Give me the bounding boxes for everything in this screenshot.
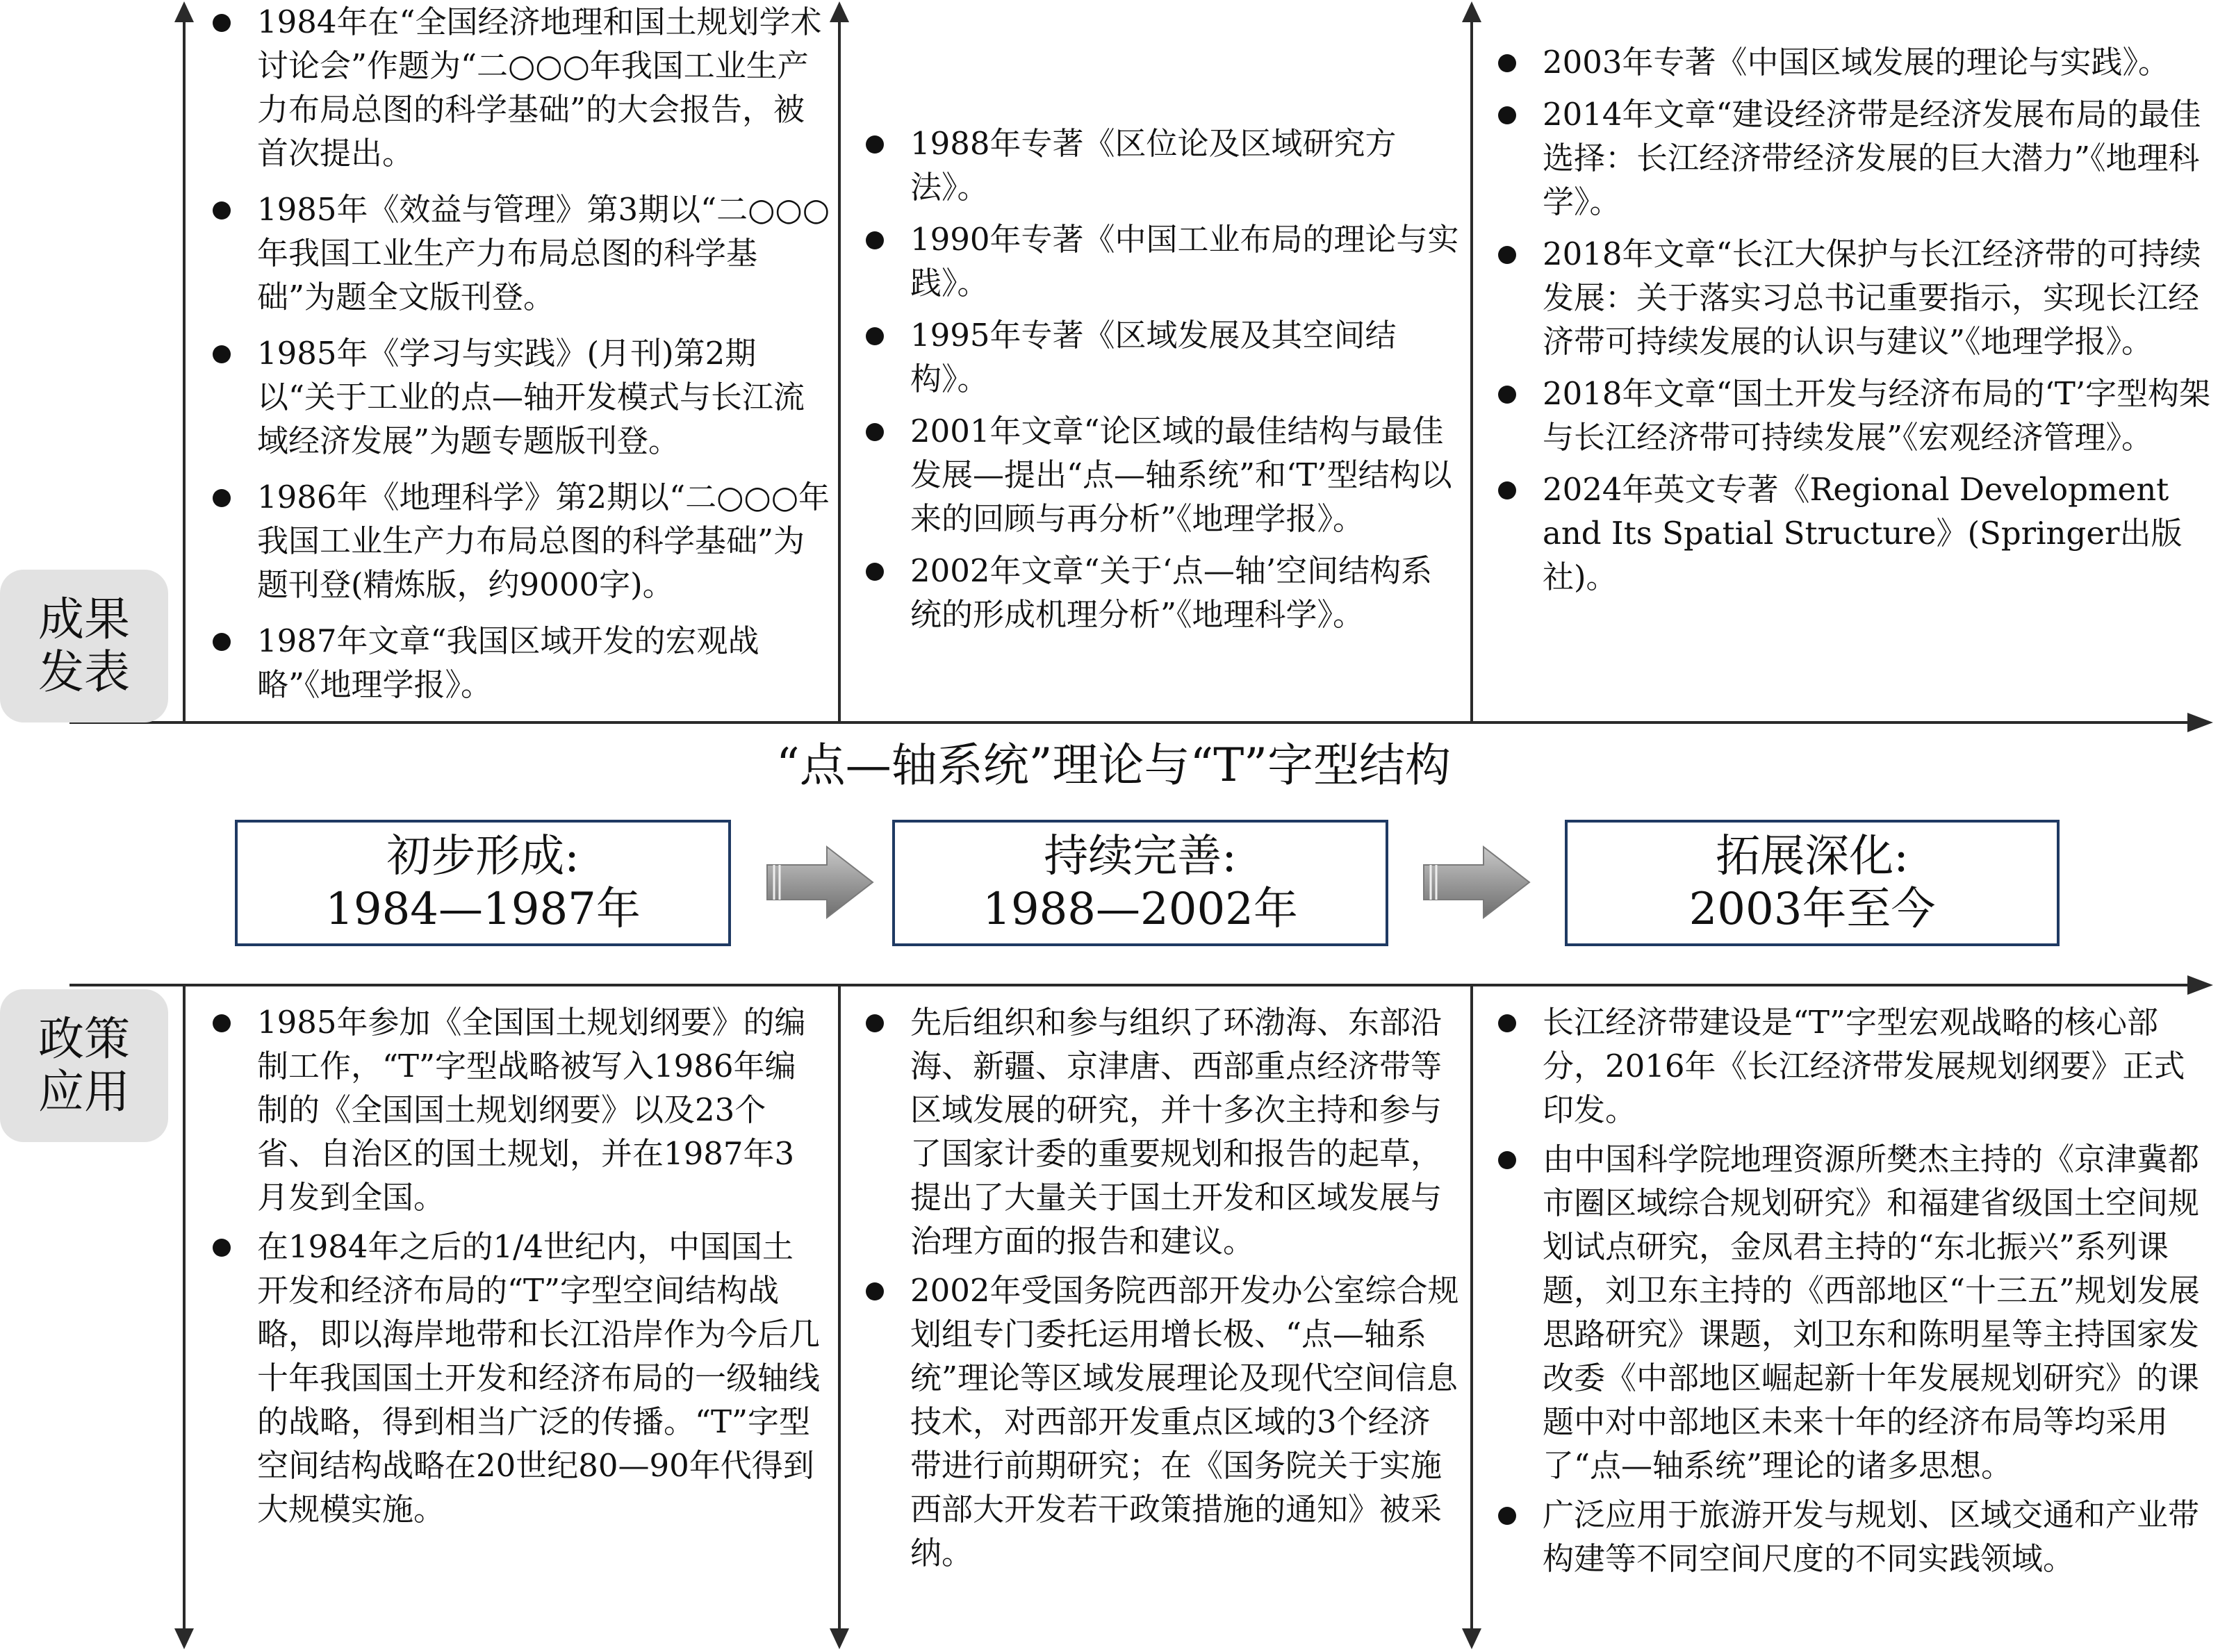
right-arrow-icon bbox=[764, 844, 876, 920]
bullet-icon bbox=[866, 563, 884, 581]
bullet-icon bbox=[866, 135, 884, 154]
bullet-icon bbox=[1498, 54, 1516, 72]
publications-row-label bbox=[0, 570, 168, 722]
bullet-icon bbox=[213, 633, 231, 651]
bullet-icon bbox=[1498, 106, 1516, 124]
list-item: 2001年文章“论区域的最佳结构与最佳发展—提出“点—轴系统”和‘T’型结构以来的回顾与再分析”《地理学报》。 bbox=[862, 409, 1459, 540]
bullet-icon bbox=[866, 231, 884, 249]
list-item: 2002年受国务院西部开发办公室综合规划组专门委托运用增长极、“点—轴系统”理论等区域发展理论及现代空间信息技术，对西部开发重点区域的3个经济带进行前期研究；在《国务院关于实施西部大开发若干政策措施的通知》被采纳。 bbox=[862, 1269, 1459, 1575]
list-item: 1984年在“全国经济地理和国土规划学术讨论会”作题为“二○○○年我国工业生产力布局总图的科学基础”的大会报告，被首次提出。 bbox=[208, 0, 834, 175]
list-item: 长江经济带建设是“T”字型宏观战略的核心部分，2016年《长江经济带发展规划纲要》正式印发。 bbox=[1494, 1000, 2213, 1132]
publications-column-1 bbox=[208, 0, 834, 707]
bullet-icon bbox=[1498, 481, 1516, 499]
bullet-icon bbox=[1498, 1507, 1516, 1525]
stage-name: 持续完善: bbox=[1044, 831, 1237, 882]
stage-box-deepening bbox=[1565, 820, 2060, 946]
list-item: 由中国科学院地理资源所樊杰主持的《京津冀都市圈区域综合规划研究》和福建省级国土空间规划试点研究，金凤君主持的“东北振兴”系列课题，刘卫东主持的《西部地区“十三五”规划发展思路研究》课题，刘卫东和陈明星等主持国家发改委《中部地区崛起新十年发展规划研究》的课题中对中部地区未来十年的经济布局等均采用了“点—轴系统”理论的诸多思想。 bbox=[1494, 1137, 2213, 1487]
policy-column-2 bbox=[862, 1000, 1459, 1575]
stage-name: 初步形成: bbox=[386, 831, 580, 882]
stage-period: 1988—2002年 bbox=[983, 884, 1298, 935]
bullet-icon bbox=[866, 327, 884, 345]
list-item: 1985年《学习与实践》(月刊)第2期以“关于工业的点—轴开发模式与长江流域经济发展”为题专题版刊登。 bbox=[208, 331, 834, 463]
list-item: 2018年文章“长江大保护与长江经济带的可持续发展：关于落实习总书记重要指示，实现长江经济带可持续发展的认识与建议”《地理学报》。 bbox=[1494, 232, 2213, 363]
list-item: 广泛应用于旅游开发与规划、区域交通和产业带构建等不同空间尺度的不同实践领域。 bbox=[1494, 1493, 2213, 1580]
bullet-icon bbox=[213, 1239, 231, 1257]
bullet-icon bbox=[866, 1282, 884, 1300]
bullet-icon bbox=[1498, 1014, 1516, 1032]
list-item: 2014年文章“建设经济带是经济发展布局的最佳选择：长江经济带经济发展的巨大潜力”《地理科学》。 bbox=[1494, 92, 2213, 224]
list-item: 先后组织和参与组织了环渤海、东部沿海、新疆、京津唐、西部重点经济带等区域发展的研究，并十多次主持和参与了国家计委的重要规划和报告的起草，提出了大量关于国土开发和区域发展与治理方面的报告和建议。 bbox=[862, 1000, 1459, 1263]
bullet-icon bbox=[866, 423, 884, 441]
list-item: 1995年专著《区域发展及其空间结构》。 bbox=[862, 313, 1459, 401]
publications-label-line2: 发表 bbox=[38, 645, 130, 699]
stage-name: 拓展深化: bbox=[1716, 831, 1909, 882]
stage-period: 1984—1987年 bbox=[325, 884, 641, 935]
bullet-icon bbox=[213, 1014, 231, 1032]
policy-column-3 bbox=[1494, 1000, 2213, 1580]
list-item: 1985年《效益与管理》第3期以“二○○○年我国工业生产力布局总图的科学基础”为题全文版刊登。 bbox=[208, 188, 834, 319]
bullet-icon bbox=[1498, 386, 1516, 404]
stage-box-improving bbox=[892, 820, 1388, 946]
policy-row-label bbox=[0, 989, 168, 1142]
policy-label-line2: 应用 bbox=[38, 1065, 130, 1118]
publications-column-2 bbox=[862, 122, 1459, 636]
upper-divider-1-arrowhead bbox=[174, 1, 194, 22]
list-item: 1987年文章“我国区域开发的宏观战略”《地理学报》。 bbox=[208, 619, 834, 707]
lower-divider-2-arrowhead bbox=[830, 1628, 849, 1649]
list-item: 2018年文章“国土开发与经济布局的‘T’字型构架与长江经济带可持续发展”《宏观经济管理》。 bbox=[1494, 372, 2213, 459]
upper-divider-3-arrowhead bbox=[1462, 1, 1481, 22]
list-item: 1990年专著《中国工业布局的理论与实践》。 bbox=[862, 217, 1459, 305]
policy-label-line1: 政策 bbox=[38, 1012, 130, 1066]
list-item: 2024年英文专著《Regional Development and Its Spatial Structure》(Springer出版社)。 bbox=[1494, 468, 2213, 599]
list-item: 2003年专著《中国区域发展的理论与实践》。 bbox=[1494, 40, 2213, 84]
bullet-icon bbox=[1498, 246, 1516, 264]
bullet-icon bbox=[213, 489, 231, 507]
stage-period: 2003年至今 bbox=[1688, 884, 1936, 935]
bottom-axis-arrowhead bbox=[2187, 975, 2213, 995]
stage-box-initial bbox=[235, 820, 731, 946]
right-arrow-icon bbox=[1421, 844, 1532, 920]
list-item: 1986年《地理科学》第2期以“二○○○年我国工业生产力布局总图的科学基础”为题刊登(精炼版，约9000字)。 bbox=[208, 475, 834, 606]
top-axis-arrowhead bbox=[2187, 713, 2213, 732]
bullet-icon bbox=[866, 1014, 884, 1032]
policy-column-1 bbox=[208, 1000, 820, 1531]
bullet-icon bbox=[213, 14, 231, 32]
list-item: 1985年参加《全国国土规划纲要》的编制工作，“T”字型战略被写入1986年编制的《全国国土规划纲要》以及23个省、自治区的国土规划，并在1987年3月发到全国。 bbox=[208, 1000, 820, 1219]
diagram-title: “点—轴系统”理论与“T”字型结构 bbox=[776, 738, 1451, 792]
lower-divider-1-arrowhead bbox=[174, 1628, 194, 1649]
bullet-icon bbox=[1498, 1151, 1516, 1169]
list-item: 2002年文章“关于‘点—轴’空间结构系统的形成机理分析”《地理科学》。 bbox=[862, 549, 1459, 636]
bullet-icon bbox=[213, 201, 231, 220]
bullet-icon bbox=[213, 345, 231, 363]
list-item: 在1984年之后的1/4世纪内，中国国土开发和经济布局的“T”字型空间结构战略，即以海岸地带和长江沿岸作为今后几十年我国国土开发和经济布局的一级轴线的战略，得到相当广泛的传播。“T”字型空间结构战略在20世纪80—90年代得到大规模实施。 bbox=[208, 1225, 820, 1531]
publications-label-line1: 成果 bbox=[38, 593, 130, 647]
list-item: 1988年专著《区位论及区域研究方法》。 bbox=[862, 122, 1459, 209]
publications-column-3 bbox=[1494, 40, 2213, 599]
lower-divider-3-arrowhead bbox=[1462, 1628, 1481, 1649]
